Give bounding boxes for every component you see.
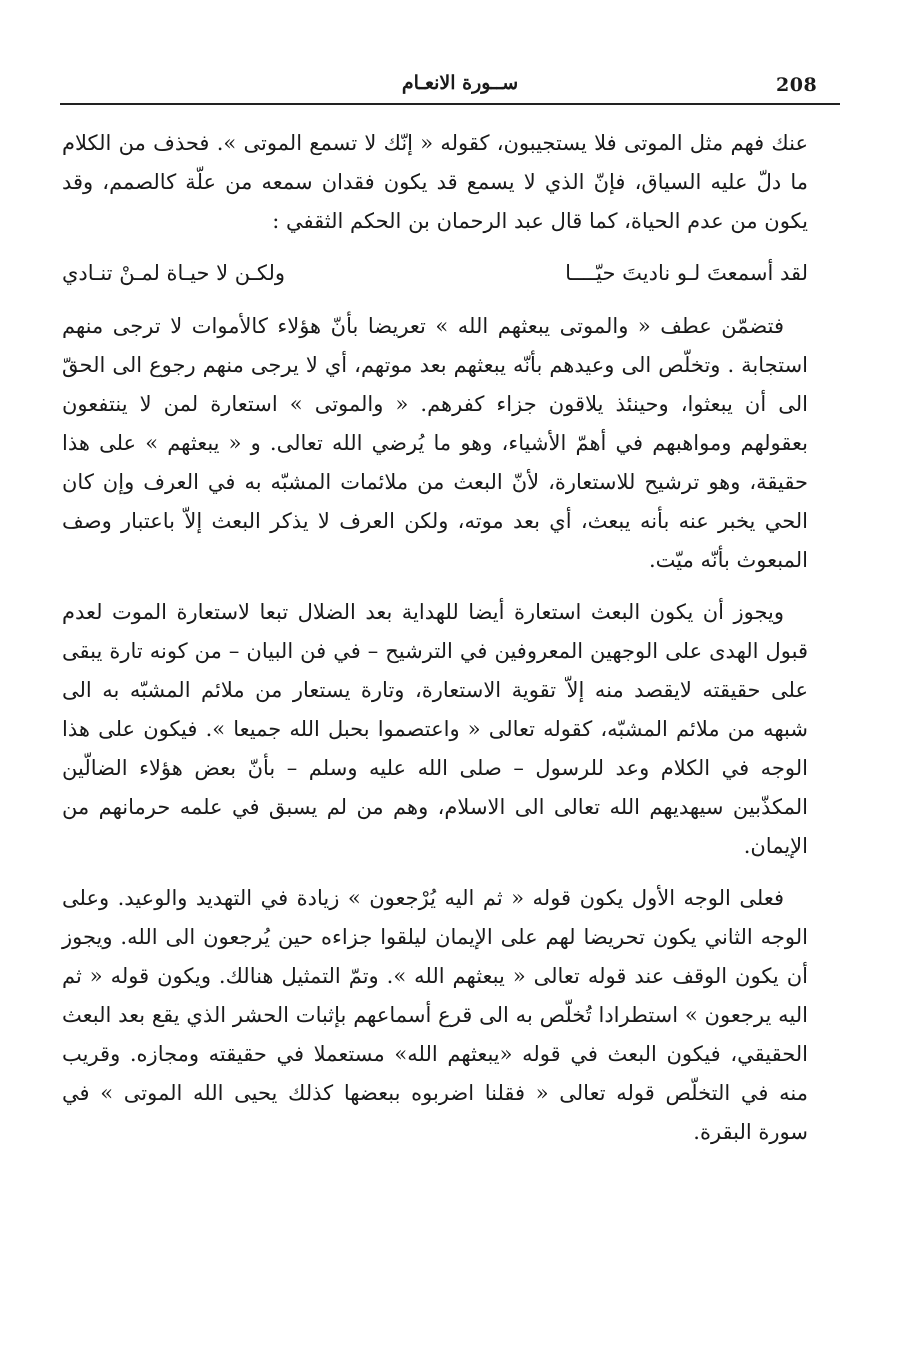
verse-second-hemistich: ولكـن لا حيـاة لمـنْ تنـادي <box>62 261 286 285</box>
body-text <box>62 124 808 1165</box>
paragraph-3: ويجوز أن يكون البعث استعارة أيضا للهداية بعد الضلال تبعا لاستعارة الموت لعدم قبول الهدى على الوجهين المعروفين في الترشيح – في فن البيان – من كونه تارة يبقى على حقيقته لايقصد منه إلاّ تقوية الاستعارة، وتارة يستعار من ملائم المشبّه به الى شبهه من ملائم المشبّه، كقوله تعالى « واعتصموا بحبل الله جميعا ». فيكون على هذا الوجه في الكلام وعد للرسول – صلى الله عليه وسلم – بأنّ بعض هؤلاء الضالّين المكذّبين سيهديهم الله تعالى الى الاسلام، وهم من لم يسبق في علمه حرمانهم من الإيمان. <box>62 600 808 858</box>
header-rule <box>60 103 840 105</box>
paragraph-4: فعلى الوجه الأول يكون قوله « ثم اليه يُرْجعون » زيادة في التهديد والوعيد. وعلى الوجه الثاني يكون تحريضا لهم على الإيمان ليلقوا جزاءه حين يُرجعون الى الله. ويجوز أن يكون الوقف عند قوله تعالى « يبعثهم الله ». وتمّ التمثيل هنالك. ويكون قوله « ثم اليه يرجعون » استطرادا تُخلّص به الى قرع أسماعهم بإثبات الحشر الذي يقع بعد البعث الحقيقي، فيكون البعث في قوله «يبعثهم الله» مستعملا في حقيقته ومجازه. وقريب منه في التخلّص قوله تعالى « فقلنا اضربوه ببعضها كذلك يحيى الله الموتى » في سورة البقرة. <box>62 886 808 1144</box>
running-title: ســورة الانعـام <box>401 72 519 94</box>
verse-first-hemistich: لقد أسمعتَ لـو ناديتَ حيّــــا <box>565 261 808 285</box>
poem-verse <box>62 254 808 293</box>
paragraph-1: عنك فهم مثل الموتى فلا يستجيبون، كقوله « إنّك لا تسمع الموتى ». فحذف من الكلام ما دلّ عليه السياق، فإنّ الذي لا يسمع قد يكون فقدان سمعه من علّة كالصمم، وقد يكون من عدم الحياة، كما قال عبد الرحمان بن الحكم الثقفي : <box>62 131 808 233</box>
paragraph-2: فتضمّن عطف « والموتى يبعثهم الله » تعريضا بأنّ هؤلاء كالأموات لا ترجى منهم استجابة . وتخلّص الى وعيدهم بأنّه يبعثهم بعد موتهم، أي لا يرجى منهم رجوع الى الحقّ الى أن يبعثوا، وحينئذ يلاقون جزاء كفرهم. « والموتى » استعارة لمن لا ينتفعون بعقولهم ومواهبهم في أهمّ الأشياء، وهو ما يُرضي الله تعالى. و « يبعثهم » على هذا حقيقة، وهو ترشيح للاستعارة، لأنّ البعث من ملائمات المشبّه به في العرف وإن كان الحي يخبر عنه بأنه يبعث، أي بعد موته، ولكن العرف لا يذكر البعث إلاّ باعتبار وصف المبعوث بأنّه ميّت. <box>62 314 808 572</box>
page-number: 208 <box>776 74 818 96</box>
page-header <box>60 72 840 106</box>
